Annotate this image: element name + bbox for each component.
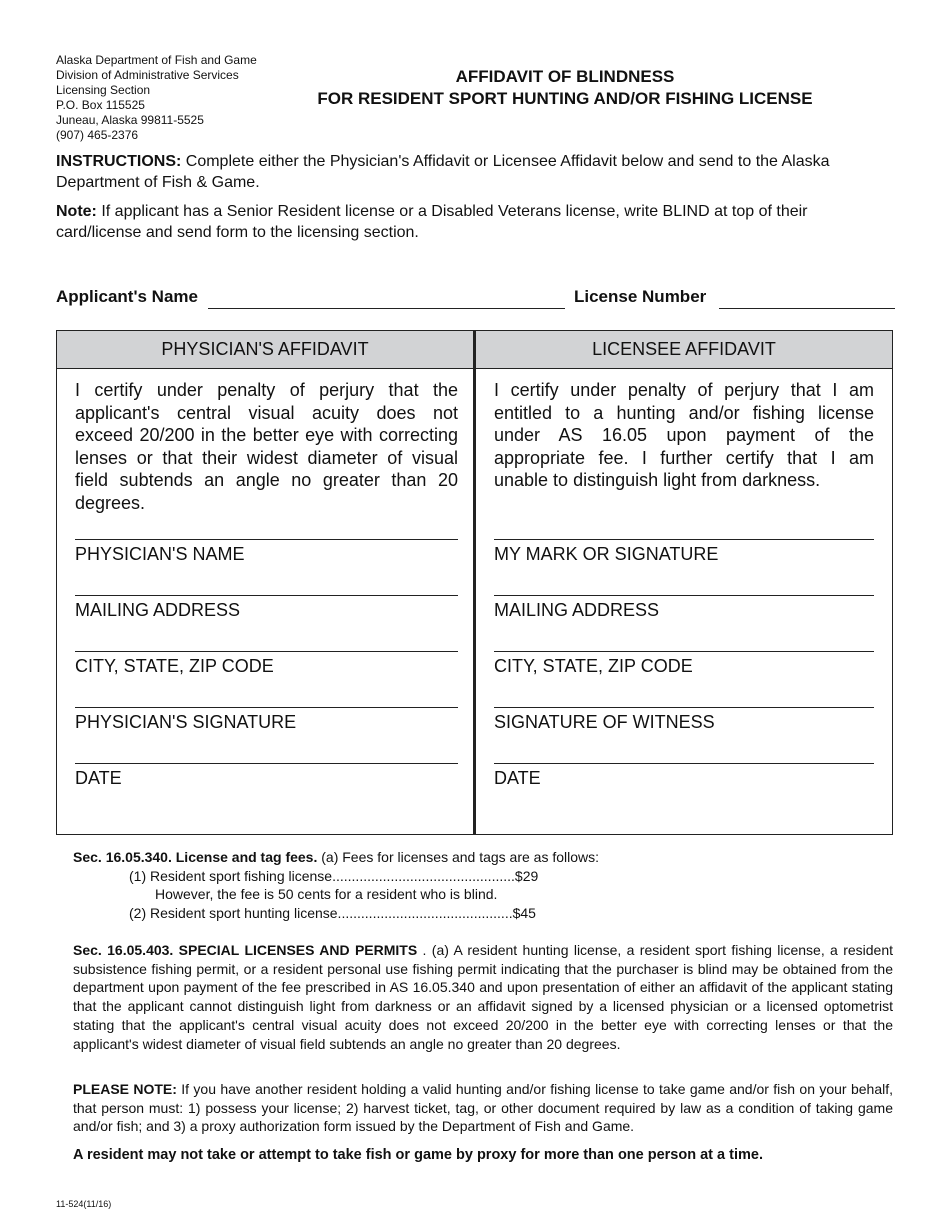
column-divider	[473, 331, 476, 834]
agency-line: Alaska Department of Fish and Game	[56, 53, 257, 67]
agency-line: Juneau, Alaska 99811-5525	[56, 113, 204, 127]
instructions-text: Complete either the Physician's Affidavit or Licensee Affidavit below and send to the Alaska Department of Fish & Game.	[56, 153, 830, 191]
note-label: Note:	[56, 203, 97, 220]
field-label: DATE	[494, 768, 541, 788]
field-label: PHYSICIAN'S SIGNATURE	[75, 712, 297, 732]
license-number-field[interactable]	[719, 308, 895, 309]
field-label: PHYSICIAN'S NAME	[75, 544, 245, 564]
fee-fishing: (1) Resident sport fishing license...............................................$29	[129, 868, 539, 884]
agency-line: (907) 465-2376	[56, 128, 139, 142]
applicant-name-field[interactable]	[208, 308, 565, 309]
signature-line	[494, 539, 874, 540]
note-text: If applicant has a Senior Resident license or a Disabled Veterans license, write BLIND at top of their card/license and send form to the licensing section.	[56, 203, 808, 241]
field-label: SIGNATURE OF WITNESS	[494, 712, 715, 732]
physician-signature-field[interactable]	[75, 707, 458, 757]
sec-340-heading: Sec. 16.05.340. License and tag fees.	[73, 849, 318, 865]
physician-certification: I certify under penalty of perjury that the applicant's central visual acuity does not exceed 20/200 in the better eye with correcting lenses or that their widest diameter of visual field subtends an angle no greater than 20 degrees.	[75, 380, 458, 513]
signature-line	[494, 763, 874, 764]
physician-date-field[interactable]	[75, 763, 458, 813]
applicant-row	[56, 287, 896, 311]
sec-403-heading: Sec. 16.05.403. SPECIAL LICENSES AND PERMITS	[73, 942, 418, 958]
note	[56, 201, 896, 243]
signature-line	[75, 539, 458, 540]
fee-fishing-blind-note: However, the fee is 50 cents for a resident who is blind.	[155, 886, 498, 902]
licensee-city-state-zip-field[interactable]	[494, 651, 874, 701]
field-label: MAILING ADDRESS	[494, 600, 660, 620]
field-label: DATE	[75, 768, 122, 788]
applicant-name-label: Applicant's Name	[56, 287, 198, 306]
physician-affidavit-heading: PHYSICIAN'S AFFIDAVIT	[57, 331, 473, 369]
form-title-line-2: FOR RESIDENT SPORT HUNTING AND/OR FISHING LICENSE	[317, 89, 813, 108]
instructions	[56, 151, 896, 193]
agency-line: P.O. Box 115525	[56, 98, 145, 112]
please-note-text: If you have another resident holding a valid hunting and/or fishing license to take game and/or fish on your behalf, that person must: 1) possess your license; 2) harvest ticket, tag, or other document required by law as a condition of taking game and/or fish; and 3) a proxy authorization form issued by the Department of Fish and Game.	[73, 1081, 893, 1135]
licensee-mailing-address-field[interactable]	[494, 595, 874, 645]
signature-line	[75, 707, 458, 708]
fee-hunting: (2) Resident sport hunting license.............................................$45	[129, 905, 536, 921]
license-number-label: License Number	[574, 287, 707, 306]
signature-line	[494, 707, 874, 708]
field-label: MAILING ADDRESS	[75, 600, 241, 620]
signature-line	[494, 651, 874, 652]
physician-mailing-address-field[interactable]	[75, 595, 458, 645]
please-note-label: PLEASE NOTE:	[73, 1081, 177, 1097]
physician-city-state-zip-field[interactable]	[75, 651, 458, 701]
sec-403-text: . (a) A resident hunting license, a resident sport fishing license, a resident subsistence fishing permit, or a resident personal use fishing permit indicating that the purchaser is blind may be obtained from the department upon payment of the fee prescribed in AS 16.05.340 and upon presentation of either an affidavit of the applicant stating that the applicant cannot distinguish light from darkness or an affidavit signed by a licensed physician or a licensed optometrist stating that the applicant's central visual acuity does not exceed 20/200 in the better eye with correcting lenses or that the applicant's widest diameter of visual field subtends an angle no greater than 20 degrees.	[73, 942, 893, 1052]
form-title	[270, 66, 860, 110]
physician-name-field[interactable]	[75, 539, 458, 589]
form-number: 11-524(11/16)	[56, 1199, 112, 1209]
agency-line: Division of Administrative Services	[56, 68, 239, 82]
agency-address	[56, 53, 257, 143]
agency-line: Licensing Section	[56, 83, 151, 97]
instructions-label: INSTRUCTIONS:	[56, 153, 182, 170]
signature-line	[75, 595, 458, 596]
signature-line	[75, 651, 458, 652]
field-label: CITY, STATE, ZIP CODE	[494, 656, 693, 676]
sec-340-intro	[73, 848, 893, 867]
affidavit-table	[56, 330, 893, 835]
licensee-affidavit-heading: LICENSEE AFFIDAVIT	[476, 331, 892, 369]
signature-line	[494, 595, 874, 596]
licensee-signature-field[interactable]	[494, 539, 874, 589]
please-note	[73, 1080, 893, 1136]
field-label: MY MARK OR SIGNATURE	[494, 544, 719, 564]
signature-line	[75, 763, 458, 764]
witness-signature-field[interactable]	[494, 707, 874, 757]
proxy-warning: A resident may not take or attempt to take fish or game by proxy for more than one person at a time.	[73, 1147, 763, 1163]
licensee-certification: I certify under penalty of perjury that I am entitled to a hunting and/or fishing license under AS 16.05 upon payment of the appropriate fee. I further certify that I am unable to distinguish light from darkness.	[494, 380, 874, 490]
sec-403	[73, 941, 893, 1053]
form-title-line-1: AFFIDAVIT OF BLINDNESS	[455, 67, 675, 86]
sec-340-intro-text: (a) Fees for licenses and tags are as follows:	[317, 849, 600, 865]
licensee-date-field[interactable]	[494, 763, 874, 813]
field-label: CITY, STATE, ZIP CODE	[75, 656, 274, 676]
